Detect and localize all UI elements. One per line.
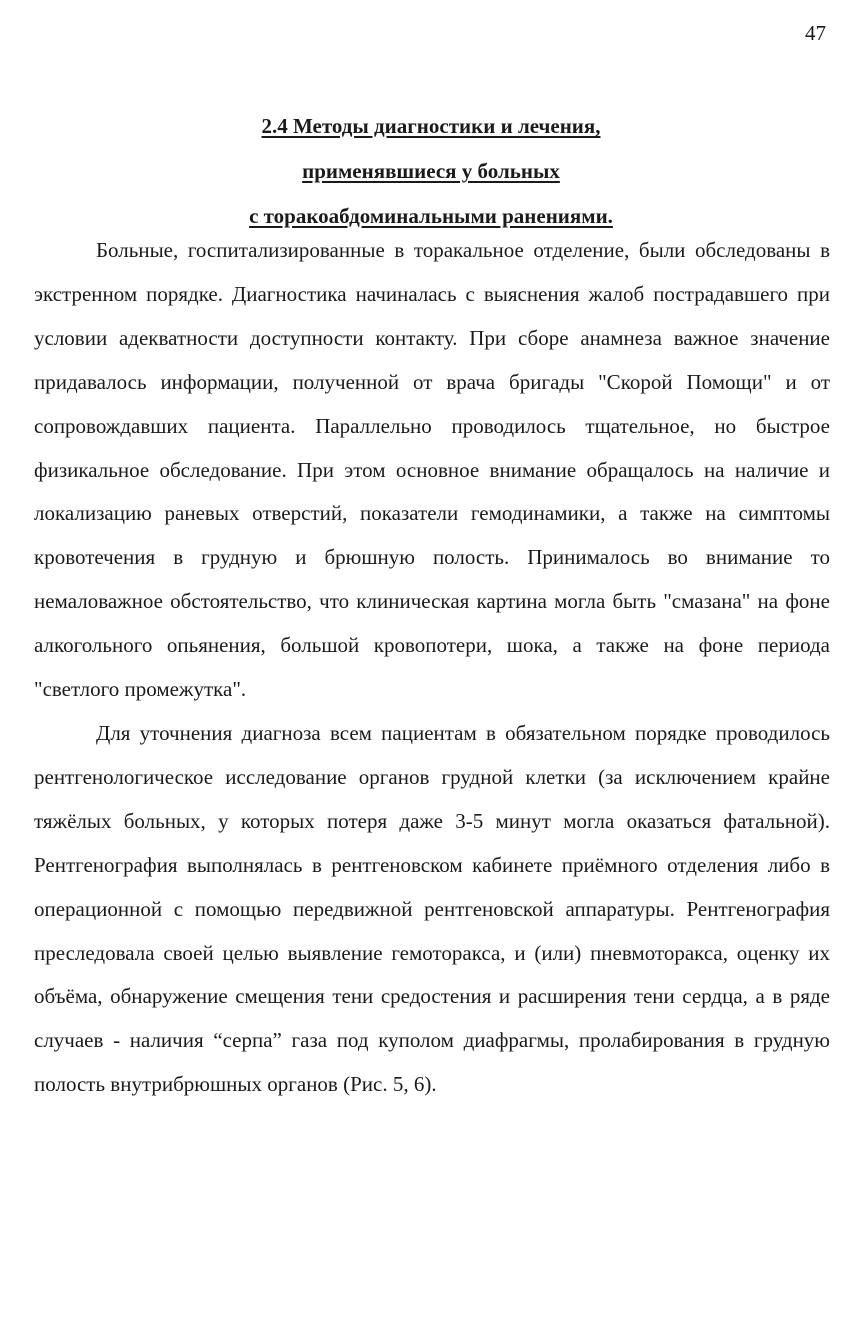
page-number: 47 — [805, 21, 826, 45]
paragraph-2: Для уточнения диагноза всем пациентам в обязательном порядке проводилось рентгенологическое исследование органов грудной клетки (за исключением крайне тяжёлых больных, у которых потеря даже 3-5 минут могла оказаться фатальной). Рентгенография выполнялась в рентгеновском кабинете приёмного отделения либо в операционной с помощью передвижной рентгеновской аппаратуры. Рентгенография преследовала своей целью выявление гемоторакса, и (или) пневмоторакса, оценку их объёма, обнаружение смещения тени средостения и расширения тени сердца, а в ряде случаев - наличия “серпа” газа под куполом диафрагмы, пролабирования в грудную полость внутрибрюшных органов (Рис. 5, 6). — [34, 720, 830, 1097]
heading-line-2: применявшиеся у больных — [302, 159, 560, 183]
body-text — [34, 229, 830, 1107]
section-heading — [0, 104, 862, 239]
paragraph-1: Больные, госпитализированные в торакальное отделение, были обследованы в экстренном порядке. Диагностика начиналась с выяснения жалоб пострадавшего при условии адекватности доступности контакту. При сборе анамнеза важное значение придавалось информации, полученной от врача бригады "Скорой Помощи" и от сопровождавших пациента. Параллельно проводилось тщательное, но быстрое физикальное обследование. При этом основное внимание обращалось на наличие и локализацию раневых отверстий, показатели гемодинамики, а также на симптомы кровотечения в грудную и брюшную полость. Принималось во внимание то немаловажное обстоятельство, что клиническая картина могла быть "смазана" на фоне алкогольного опьянения, большой кровопотери, шока, а также на фоне периода "светлого промежутка". — [34, 238, 830, 702]
heading-line-3: с торакоабдоминальными ранениями. — [249, 204, 613, 228]
heading-line-1: 2.4 Методы диагностики и лечения, — [261, 114, 601, 138]
